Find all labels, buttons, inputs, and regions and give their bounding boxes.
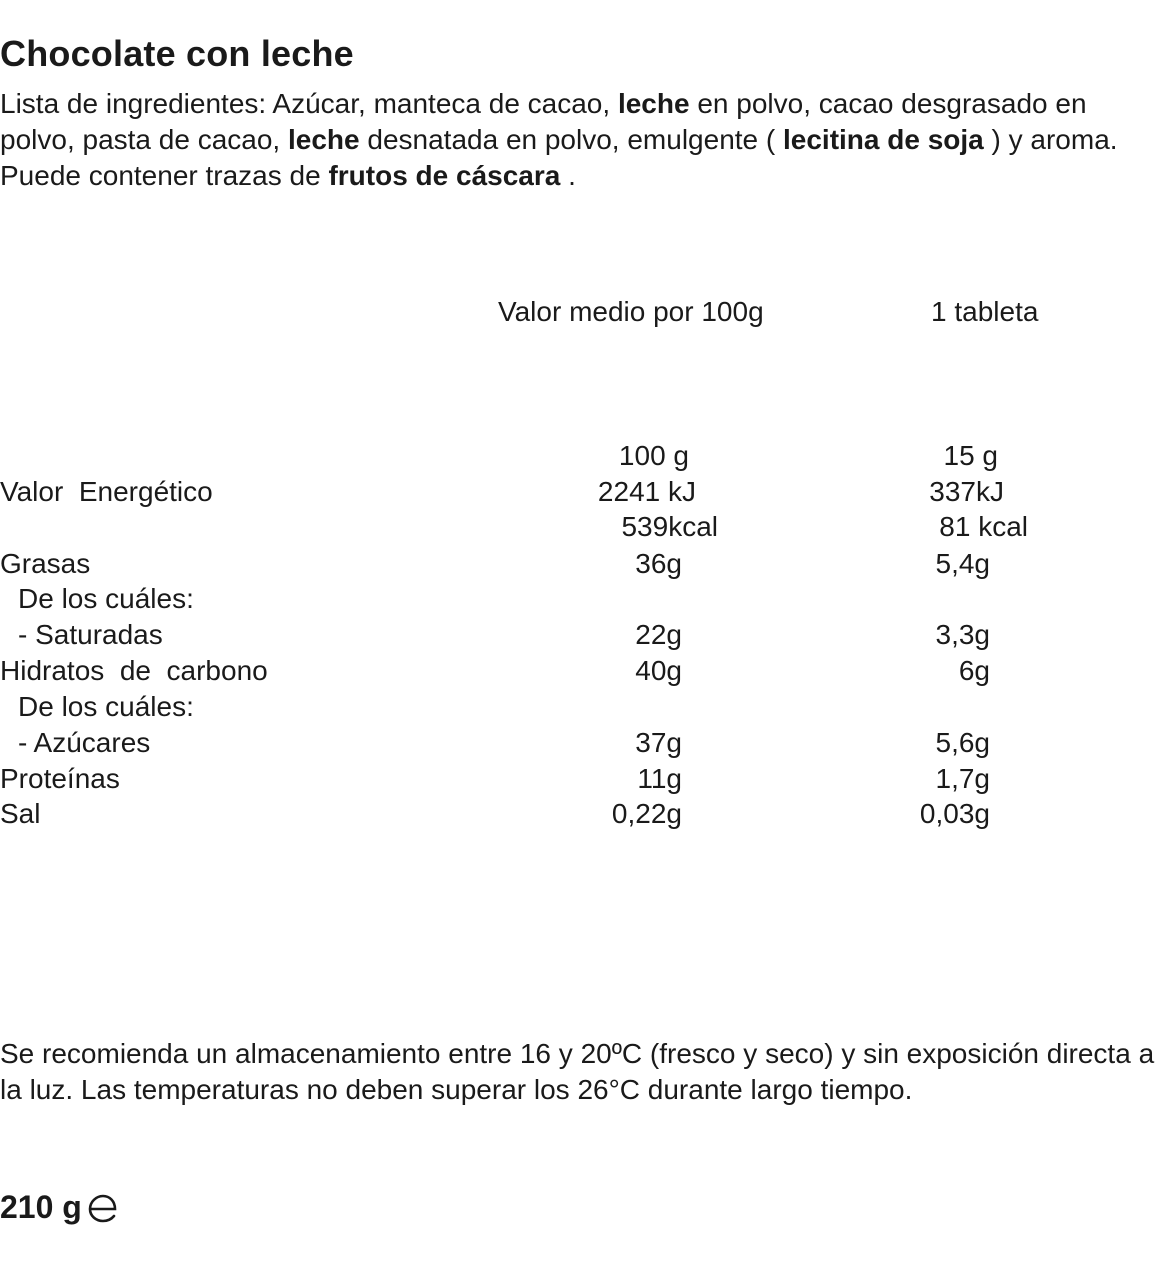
nutrient-label: Valor Energético [0, 476, 213, 507]
allergen-soy: lecitina de soja [783, 124, 984, 155]
portion-per-100g: 100 g [618, 440, 689, 471]
nutrient-label: Sal [0, 798, 41, 829]
ingredients-segment: . [560, 160, 576, 191]
nutrient-label: - Azúcares [18, 727, 151, 758]
portion-per-tablet: 15 g [943, 440, 998, 471]
storage-instructions: Se recomienda un almacenamiento entre 16 y 20ºC (fresco y seco) y sin exposición directa a la luz. Las temperaturas no deben superar los 26°C durante largo tiempo. [0, 1038, 1155, 1105]
product-title: Chocolate con leche [0, 33, 354, 74]
nutrition-row-saturated-fat [0, 617, 1170, 653]
ingredients-list [0, 86, 1160, 194]
column-header-per-tablet: 1 tableta [931, 296, 1039, 327]
value-per-tablet: 5,6g [935, 727, 990, 758]
ingredients-segment: ) y aroma. Puede contener trazas de [0, 124, 1118, 191]
value-per-tablet: 337kJ [929, 476, 1004, 507]
value-per-100g: 22g [635, 619, 682, 650]
value-per-100g: 539kcal [621, 511, 718, 542]
nutrition-row-protein [0, 761, 1170, 797]
allergen-milk: leche [287, 124, 360, 155]
allergen-milk: leche [617, 88, 690, 119]
value-per-tablet: 5,4g [935, 548, 990, 579]
value-per-tablet: 81 kcal [939, 511, 1028, 542]
value-per-100g: 40g [635, 655, 682, 686]
nutrition-row-sugars [0, 725, 1170, 761]
net-weight [0, 1189, 120, 1226]
ingredients-segment: desnatada en polvo, emulgente ( [359, 124, 783, 155]
ingredients-segment: en polvo, cacao desgrasado en polvo, pasta de cacao, [0, 88, 1087, 155]
nutrient-sublabel: De los cuáles: [18, 583, 194, 614]
nutrition-row-carbs-subheading [0, 689, 1170, 725]
nutrition-row-energy-kj [0, 474, 1170, 510]
value-per-100g: 37g [635, 727, 682, 758]
value-per-tablet: 1,7g [935, 763, 990, 794]
nutrient-label: - Saturadas [18, 619, 163, 650]
value-per-100g: 2241 kJ [597, 476, 696, 507]
allergen-nuts: frutos de cáscara [328, 160, 561, 191]
value-per-100g: 0,22g [611, 798, 682, 829]
value-per-100g: 11g [637, 763, 682, 794]
nutrition-row-carbohydrates [0, 653, 1170, 689]
estimated-sign-icon [86, 1191, 120, 1225]
ingredients-segment: Lista de ingredientes: Azúcar, manteca de cacao, [0, 88, 618, 119]
net-weight-value: 210 g [0, 1189, 82, 1225]
value-per-100g: 36g [635, 548, 682, 579]
value-per-tablet: 3,3g [935, 619, 990, 650]
nutrition-row-fat-subheading [0, 581, 1170, 617]
nutrition-row-energy-kcal [0, 509, 1170, 545]
value-per-tablet: 0,03g [919, 798, 990, 829]
portion-row [0, 438, 1170, 474]
nutrient-label: Proteínas [0, 763, 120, 794]
nutrient-sublabel: De los cuáles: [18, 691, 194, 722]
nutrient-label: Hidratos de carbono [0, 655, 268, 686]
value-per-tablet: 6g [958, 655, 990, 686]
nutrition-row-fat [0, 546, 1170, 582]
nutrient-label: Grasas [0, 548, 91, 579]
column-header-per-100g: Valor medio por 100g [498, 296, 764, 327]
nutrition-row-salt [0, 796, 1170, 832]
